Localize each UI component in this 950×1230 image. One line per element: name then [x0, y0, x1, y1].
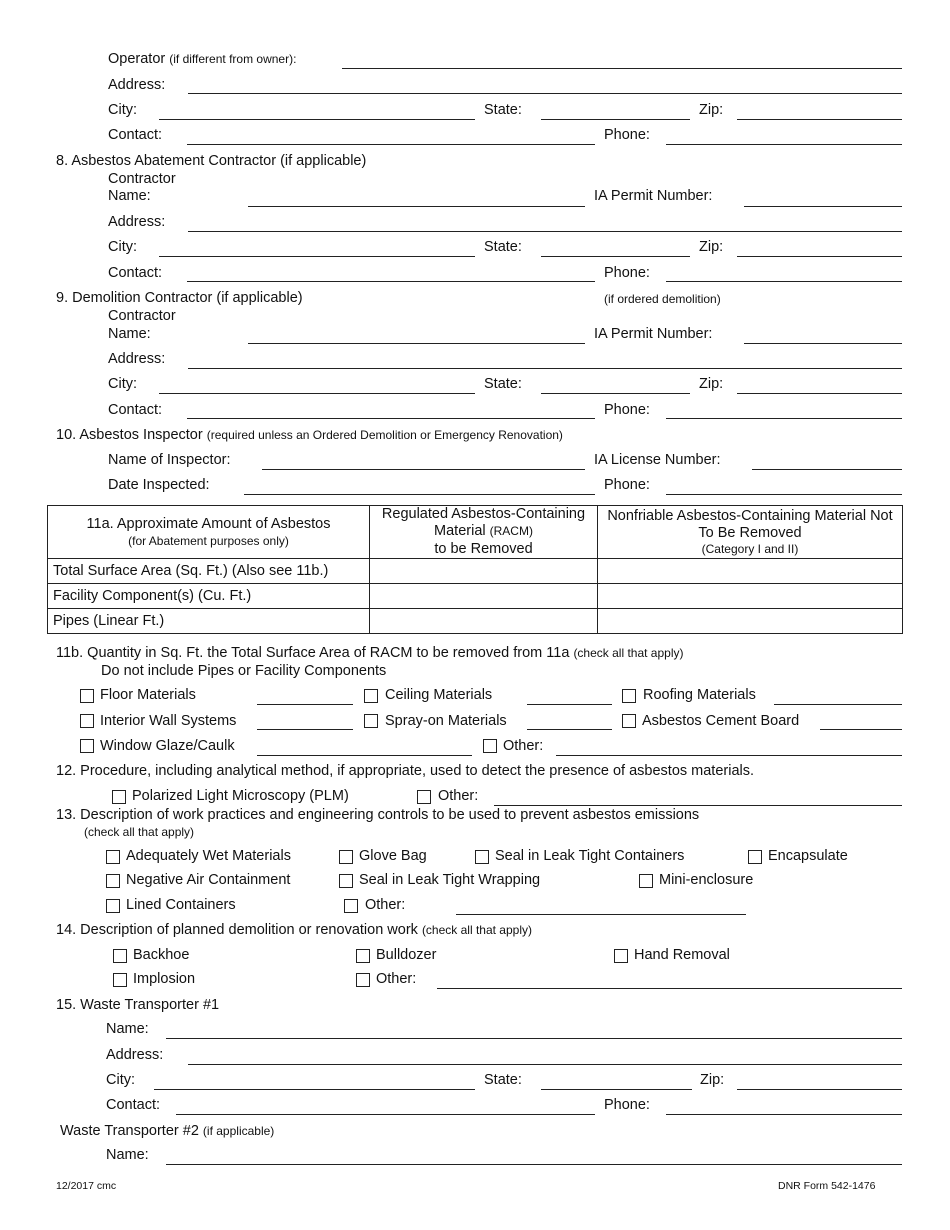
operator-state-field[interactable] — [541, 119, 690, 120]
s10-inspector-field[interactable] — [262, 469, 585, 470]
s15-name-label: Name: — [106, 1021, 149, 1037]
s15-phone-field[interactable] — [666, 1114, 902, 1115]
s10-phone-field[interactable] — [666, 494, 902, 495]
operator-zip-field[interactable] — [737, 119, 902, 120]
s15-phone-label: Phone: — [604, 1097, 650, 1113]
s9-state-label: State: — [484, 376, 522, 392]
s11b-other-field[interactable] — [556, 755, 902, 756]
hand-removal-checkbox[interactable] — [614, 949, 628, 963]
s9-ordered-note: (if ordered demolition) — [604, 292, 721, 306]
window-glaze-label: Window Glaze/Caulk — [100, 738, 235, 754]
wet-materials-label: Adequately Wet Materials — [126, 848, 291, 864]
s10-license-field[interactable] — [752, 469, 902, 470]
ceiling-materials-sqft-field[interactable] — [527, 704, 612, 705]
nonfriable-cell[interactable] — [598, 559, 903, 584]
window-glaze-sqft-field[interactable] — [257, 755, 472, 756]
s14-heading: 14. Description of planned demolition or renovation work — [56, 922, 418, 938]
s15-address-label: Address: — [106, 1047, 164, 1063]
table-row — [48, 559, 903, 584]
s11b-note: (check all that apply) — [573, 646, 684, 660]
s13-note: (check all that apply) — [84, 825, 195, 839]
s8-state-field[interactable] — [541, 256, 690, 257]
s11b-other-label: Other: — [503, 738, 544, 754]
s11b-heading-line — [56, 646, 684, 661]
transporter2-heading: Waste Transporter #2 — [60, 1123, 199, 1139]
operator-contact-label: Contact: — [108, 127, 162, 143]
spray-on-checkbox[interactable] — [364, 714, 378, 728]
s14-heading-line — [56, 923, 532, 938]
cement-board-checkbox[interactable] — [622, 714, 636, 728]
row-label: Total Surface Area (Sq. Ft.) (Also see 11b.) — [48, 559, 370, 584]
spray-on-sqft-field[interactable] — [527, 729, 612, 730]
table-row — [48, 584, 903, 609]
backhoe-label: Backhoe — [133, 947, 190, 963]
s9-phone-label: Phone: — [604, 402, 650, 418]
s10-date-label: Date Inspected: — [108, 477, 210, 493]
roofing-materials-sqft-field[interactable] — [774, 704, 902, 705]
s9-state-field[interactable] — [541, 393, 690, 394]
bulldozer-label: Bulldozer — [376, 947, 437, 963]
s8-contact-field[interactable] — [187, 281, 595, 282]
ceiling-materials-checkbox[interactable] — [364, 689, 378, 703]
plm-label: Polarized Light Microscopy (PLM) — [132, 788, 349, 804]
transporter2-note: (if applicable) — [202, 1124, 275, 1138]
s14-other-label: Other: — [376, 971, 417, 987]
s8-state-label: State: — [484, 239, 522, 255]
s8-address-field[interactable] — [188, 231, 902, 232]
s15-city-label: City: — [106, 1072, 135, 1088]
nonfriable-cell[interactable] — [598, 609, 903, 634]
asbestos-amount-table — [47, 505, 903, 634]
negative-air-checkbox[interactable] — [106, 874, 120, 888]
s9-permit-label: IA Permit Number: — [594, 326, 713, 342]
interior-wall-checkbox[interactable] — [80, 714, 94, 728]
s15-name-field[interactable] — [166, 1038, 902, 1039]
s10-heading: 10. Asbestos Inspector — [56, 427, 203, 443]
s15-state-label: State: — [484, 1072, 522, 1088]
transporter2-heading-line — [60, 1124, 274, 1139]
s9-phone-field[interactable] — [666, 418, 902, 419]
s9-permit-field[interactable] — [744, 343, 902, 344]
s10-date-field[interactable] — [244, 494, 595, 495]
s14-other-field[interactable] — [437, 988, 902, 989]
operator-city-field[interactable] — [159, 119, 475, 120]
operator-phone-field[interactable] — [666, 144, 902, 145]
s10-phone-label: Phone: — [604, 477, 650, 493]
implosion-checkbox[interactable] — [113, 973, 127, 987]
s15-zip-label: Zip: — [700, 1072, 725, 1088]
s9-zip-label: Zip: — [699, 376, 724, 392]
row-label: Pipes (Linear Ft.) — [48, 609, 370, 634]
operator-label: Operator (if different from owner): — [108, 51, 297, 67]
glove-bag-checkbox[interactable] — [339, 850, 353, 864]
cement-board-sqft-field[interactable] — [820, 729, 902, 730]
s14-other-checkbox[interactable] — [356, 973, 370, 987]
s8-zip-field[interactable] — [737, 256, 902, 257]
interior-wall-label: Interior Wall Systems — [100, 713, 237, 729]
mini-enclosure-label: Mini-enclosure — [659, 872, 754, 888]
plm-checkbox[interactable] — [112, 790, 126, 804]
s13-other-checkbox[interactable] — [344, 899, 358, 913]
s8-phone-label: Phone: — [604, 265, 650, 281]
s8-name-label: Name: — [108, 188, 151, 204]
s8-name-field[interactable] — [248, 206, 585, 207]
s9-address-field[interactable] — [188, 368, 902, 369]
operator-zip-label: Zip: — [699, 102, 724, 118]
s11b-other-checkbox[interactable] — [483, 739, 497, 753]
s8-permit-label: IA Permit Number: — [594, 188, 713, 204]
racm-cell[interactable] — [370, 584, 598, 609]
operator-contact-field[interactable] — [187, 144, 595, 145]
backhoe-checkbox[interactable] — [113, 949, 127, 963]
s8-contractor-label: Contractor — [108, 171, 176, 187]
s15-contact-label: Contact: — [106, 1097, 160, 1113]
operator-city-label: City: — [108, 102, 137, 118]
operator-phone-label: Phone: — [604, 127, 650, 143]
s12-heading: 12. Procedure, including analytical method, if appropriate, used to detect the presence of asbestos materials. — [56, 763, 755, 779]
table-header-row — [48, 506, 903, 559]
roofing-materials-checkbox[interactable] — [622, 689, 636, 703]
s11b-subheading: Do not include Pipes or Facility Components — [101, 663, 387, 679]
s8-contact-label: Contact: — [108, 265, 162, 281]
lined-containers-checkbox[interactable] — [106, 899, 120, 913]
s9-heading: 9. Demolition Contractor (if applicable) — [56, 290, 303, 306]
s9-zip-field[interactable] — [737, 393, 902, 394]
racm-cell[interactable] — [370, 559, 598, 584]
hand-removal-label: Hand Removal — [634, 947, 730, 963]
operator-state-label: State: — [484, 102, 522, 118]
s15-zip-field[interactable] — [737, 1089, 902, 1090]
s8-phone-field[interactable] — [666, 281, 902, 282]
operator-address-field[interactable] — [188, 93, 902, 94]
col1-sub: (for Abatement purposes only) — [128, 533, 289, 548]
s9-name-field[interactable] — [248, 343, 585, 344]
footer-date: 12/2017 cmc — [56, 1180, 117, 1192]
s14-note: (check all that apply) — [421, 923, 532, 937]
table-header-cell: 11a. Approximate Amount of Asbestos (for Abatement purposes only) — [48, 506, 370, 559]
transporter2-name-label: Name: — [106, 1147, 149, 1163]
s9-city-label: City: — [108, 376, 137, 392]
s12-other-checkbox[interactable] — [417, 790, 431, 804]
negative-air-label: Negative Air Containment — [126, 872, 291, 888]
spray-on-label: Spray-on Materials — [385, 713, 507, 729]
table-header-cell: Regulated Asbestos-Containing Material (RACM) to be Removed — [370, 506, 598, 559]
s13-other-label: Other: — [365, 897, 406, 913]
s13-heading: 13. Description of work practices and engineering controls to be used to prevent asbestos emissions — [56, 807, 700, 823]
operator-note: (if different from owner): — [169, 52, 297, 66]
s10-license-label: IA License Number: — [594, 452, 721, 468]
s15-state-field[interactable] — [541, 1089, 692, 1090]
s9-contact-label: Contact: — [108, 402, 162, 418]
s11b-heading: 11b. Quantity in Sq. Ft. the Total Surface Area of RACM to be removed from 11a — [56, 645, 570, 661]
footer-form-number: DNR Form 542-1476 — [778, 1180, 876, 1192]
glove-bag-label: Glove Bag — [359, 848, 427, 864]
s12-other-field[interactable] — [494, 805, 902, 806]
s10-inspector-label: Name of Inspector: — [108, 452, 231, 468]
racm-cell[interactable] — [370, 609, 598, 634]
s8-heading: 8. Asbestos Abatement Contractor (if applicable) — [56, 153, 367, 169]
lined-containers-label: Lined Containers — [126, 897, 236, 913]
floor-materials-sqft-field[interactable] — [257, 704, 353, 705]
s8-zip-label: Zip: — [699, 239, 724, 255]
s15-heading: 15. Waste Transporter #1 — [56, 997, 220, 1013]
s8-city-field[interactable] — [159, 256, 475, 257]
implosion-label: Implosion — [133, 971, 196, 987]
operator-address-label: Address: — [108, 77, 166, 93]
s8-permit-field[interactable] — [744, 206, 902, 207]
table-header-cell: Nonfriable Asbestos-Containing Material Not To Be Removed (Category I and II) — [598, 506, 903, 559]
row-label: Facility Component(s) (Cu. Ft.) — [48, 584, 370, 609]
floor-materials-label: Floor Materials — [100, 687, 196, 703]
seal-containers-checkbox[interactable] — [475, 850, 489, 864]
cement-board-label: Asbestos Cement Board — [642, 713, 800, 729]
operator-name-field[interactable] — [342, 68, 902, 69]
s15-address-field[interactable] — [188, 1064, 902, 1065]
transporter2-name-field[interactable] — [166, 1164, 902, 1165]
bulldozer-checkbox[interactable] — [356, 949, 370, 963]
window-glaze-checkbox[interactable] — [80, 739, 94, 753]
col2-tail: to be Removed — [434, 540, 533, 557]
wet-materials-checkbox[interactable] — [106, 850, 120, 864]
s12-other-label: Other: — [438, 788, 479, 804]
s13-other-field[interactable] — [456, 914, 746, 915]
encapsulate-label: Encapsulate — [768, 848, 848, 864]
ceiling-materials-label: Ceiling Materials — [385, 687, 493, 703]
nonfriable-cell[interactable] — [598, 584, 903, 609]
s9-name-label: Name: — [108, 326, 151, 342]
interior-wall-sqft-field[interactable] — [257, 729, 353, 730]
floor-materials-checkbox[interactable] — [80, 689, 94, 703]
s9-contractor-label: Contractor — [108, 308, 176, 324]
s10-heading-line — [56, 428, 563, 443]
col2-racm: (RACM) — [489, 524, 533, 539]
seal-wrapping-label: Seal in Leak Tight Wrapping — [359, 872, 541, 888]
mini-enclosure-checkbox[interactable] — [639, 874, 653, 888]
roofing-materials-label: Roofing Materials — [643, 687, 756, 703]
s8-city-label: City: — [108, 239, 137, 255]
s9-contact-field[interactable] — [187, 418, 595, 419]
s8-address-label: Address: — [108, 214, 166, 230]
s15-contact-field[interactable] — [176, 1114, 595, 1115]
s15-city-field[interactable] — [154, 1089, 475, 1090]
s10-note: (required unless an Ordered Demolition or Emergency Renovation) — [206, 428, 563, 442]
s9-city-field[interactable] — [159, 393, 475, 394]
table-row — [48, 609, 903, 634]
seal-wrapping-checkbox[interactable] — [339, 874, 353, 888]
col3-sub: (Category I and II) — [701, 542, 799, 557]
seal-containers-label: Seal in Leak Tight Containers — [495, 848, 685, 864]
s9-address-label: Address: — [108, 351, 166, 367]
encapsulate-checkbox[interactable] — [748, 850, 762, 864]
